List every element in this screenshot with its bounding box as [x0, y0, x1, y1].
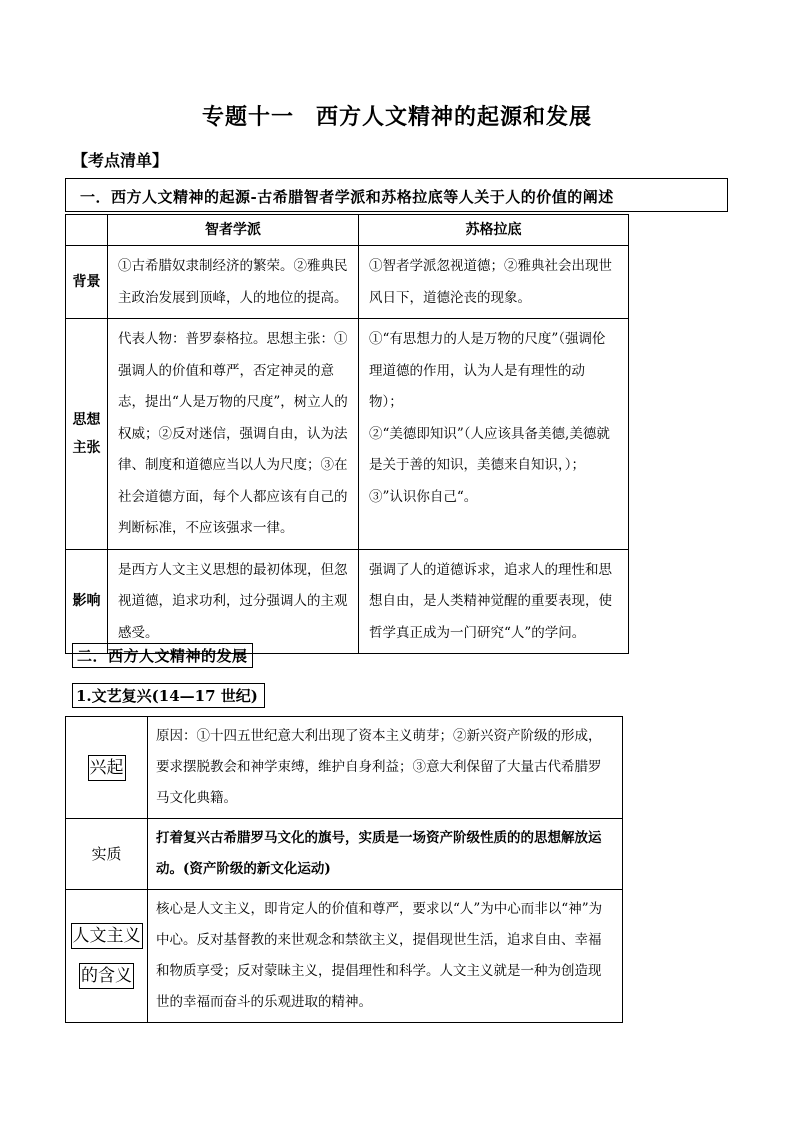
table-row	[66, 890, 623, 1023]
row-label-ideas-line1: 思想	[72, 411, 101, 428]
table-row	[66, 819, 623, 890]
table-row	[66, 319, 629, 550]
essence-content: 打着复兴古希腊罗马文化的旗号，实质是一场资产阶级性质的的思想解放运动。(资产阶级的新文化运动)	[148, 819, 623, 890]
rise-content: 原因：①十四五世纪意大利出现了资本主义萌芽；②新兴资产阶级的形成，要求摆脱教会和神学束缚，维护自身利益；③意大利保留了大量古代希腊罗马文化典籍。	[148, 717, 623, 819]
row-label-humanism-line1: 人文主义	[71, 923, 143, 949]
sophists-ideas: 代表人物：普罗泰格拉。思想主张：①强调人的价值和尊严，否定神灵的意志，提出“人是万物的尺度”，树立人的权威；②反对迷信，强调自由，认为法律、制度和道德应当以人为尺度；③在社会道德方面，每个人都应该有自己的判断标准，不应该强求一律。	[108, 319, 359, 550]
table-row	[66, 549, 629, 654]
socrates-ideas	[359, 319, 629, 550]
origins-table	[65, 214, 629, 654]
table-row	[66, 246, 629, 319]
row-label-ideas-line2: 主张	[72, 439, 101, 456]
header-blank	[66, 215, 108, 246]
row-label-essence: 实质	[66, 819, 148, 890]
row-label-impact: 影响	[66, 549, 108, 654]
socrates-background: ①智者学派忽视道德；②雅典社会出现世风日下，道德沦丧的现象。	[359, 246, 629, 319]
title-part2: 西方人文精神的起源和发展	[316, 104, 593, 130]
sophists-background: ①古希腊奴隶制经济的繁荣。②雅典民主政治发展到顶峰，人的地位的提高。	[108, 246, 359, 319]
section1-heading: 一．西方人文精神的起源-古希腊智者学派和苏格拉底等人关于人的价值的阐述	[65, 178, 728, 212]
socrates-ideas-2: ②“美德即知识”（人应该具备美德,美德就是关于善的知识，美德来自知识，）；	[369, 425, 610, 473]
row-label-background: 背景	[66, 246, 108, 319]
row-label-rise-text: 兴起	[88, 755, 126, 781]
renaissance-table	[65, 716, 623, 1023]
sophists-impact: 是西方人文主义思想的最初体现，但忽视道德，追求功利，过分强调人的主观感受。	[108, 549, 359, 654]
socrates-impact: 强调了人的道德诉求，追求人的理性和思想自由，是人类精神觉醒的重要表现，使哲学真正成为一门研究“人”的学问。	[359, 549, 629, 654]
table-header-row	[66, 215, 629, 246]
page-title	[0, 100, 794, 131]
row-label-humanism	[66, 890, 148, 1023]
col-header-sophists: 智者学派	[108, 215, 359, 246]
title-part1: 专题十一	[201, 104, 294, 130]
row-label-rise	[66, 717, 148, 819]
humanism-content: 核心是人文主义，即肯定人的价值和尊严，要求以“人”为中心而非以“神”为中心。反对基督教的来世观念和禁欲主义，提倡现世生活，追求自由、幸福和物质享受；反对蒙昧主义，提倡理性和科学。人文主义就是一种为创造现世的幸福而奋斗的乐观进取的精神。	[148, 890, 623, 1023]
row-label-ideas	[66, 319, 108, 550]
row-label-humanism-line2: 的含义	[79, 963, 134, 989]
checklist-label: 【考点清单】	[72, 151, 169, 170]
col-header-socrates: 苏格拉底	[359, 215, 629, 246]
table-row	[66, 717, 623, 819]
renaissance-heading: 1.文艺复兴(14—17 世纪)	[72, 683, 265, 708]
socrates-ideas-3: ③”认识你自己“。	[369, 488, 478, 505]
section2-heading: 二．西方人文精神的发展	[72, 643, 253, 668]
socrates-ideas-1: ①“有思想力的人是万物的尺度”（强调伦理道德的作用，认为人是有理性的动物）；	[369, 331, 606, 410]
